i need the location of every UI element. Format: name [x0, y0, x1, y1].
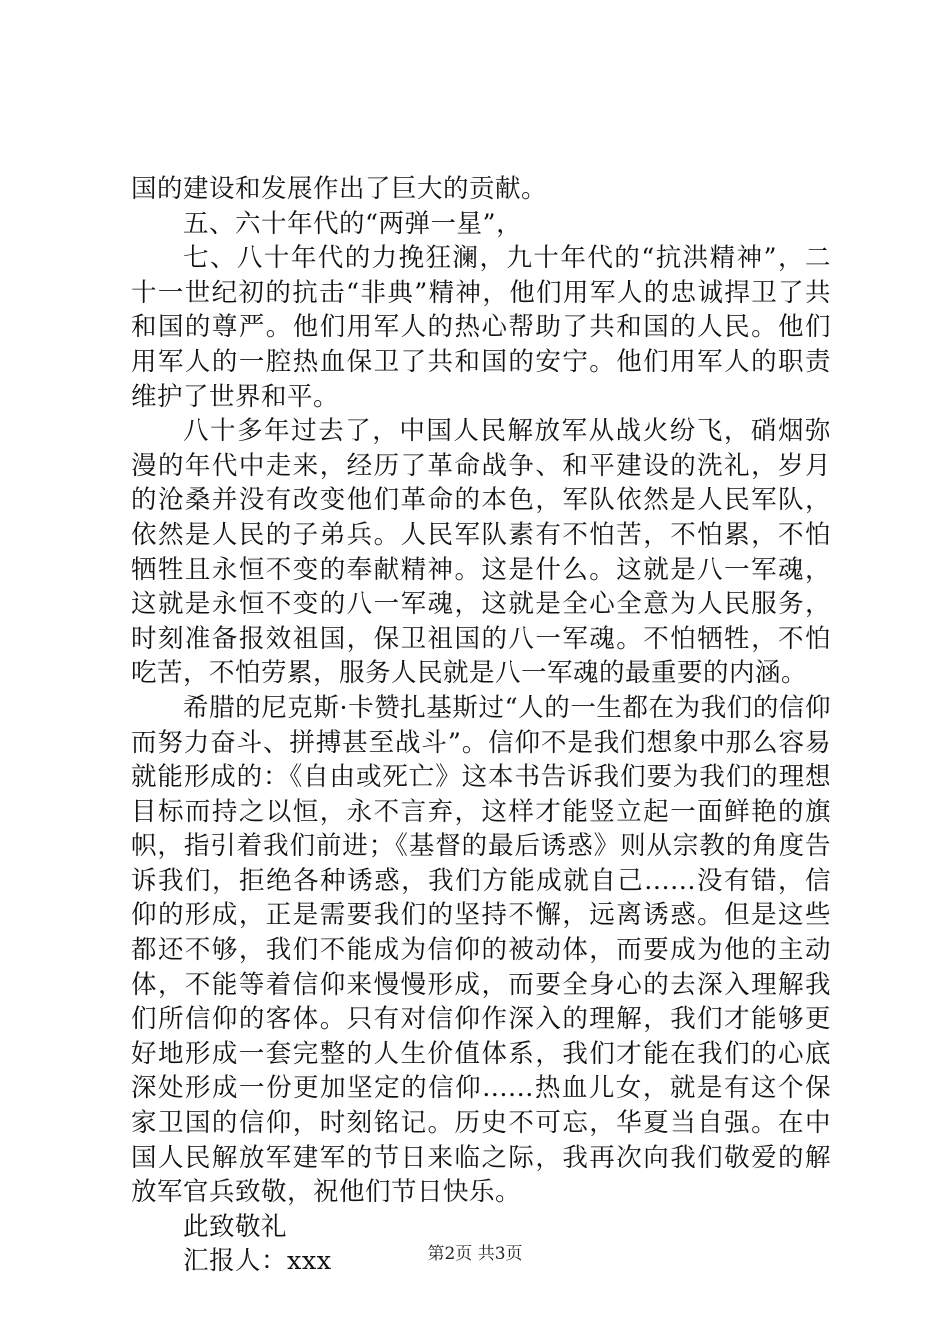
paragraph-bayi-junhun: 八十多年过去了，中国人民解放军从战火纷飞，硝烟弥漫的年代中走来，经历了革命战争、和平建设的洗礼，岁月的沧桑并没有改变他们革命的本色，军队依然是人民军队，依然是人民的子弟兵。人民军队素有不怕苦，不怕累，不怕牺牲且永恒不变的奉献精神。这是什么。这就是八一军魂，这就是永恒不变的八一军魂，这就是全心全意为人民服务，时刻准备报效祖国，保卫祖国的八一军魂。不怕牺牲，不怕吃苦，不怕劳累，服务人民就是八一军魂的最重要的内涵。 — [131, 416, 831, 689]
reporter-signature: 汇报人：xxx — [183, 1246, 332, 1277]
document-body — [131, 172, 831, 1279]
paragraph-continuation: 国的建设和发展作出了巨大的贡献。 — [131, 174, 548, 204]
paragraph-belief: 希腊的尼克斯·卡赞扎基斯过“人的一生都在为我们的信仰而努力奋斗、拼搏甚至战斗”。信仰不是我们想象中那么容易就能形成的：《自由或死亡》这本书告诉我们要为我们的理想目标而持之以恒，永不言弃，这样才能竖立起一面鲜艳的旗帜，指引着我们前进；《基督的最后诱惑》则从宗教的角度告诉我们，拒绝各种诱惑，我们方能成就自己......没有错，信仰的形成，正是需要我们的坚持不懈，远离诱惑。但是这些都还不够，我们不能成为信仰的被动体，而要成为他的主动体，不能等着信仰来慢慢形成，而要全身心的去深入理解我们所信仰的客体。只有对信仰作深入的理解，我们才能够更好地形成一套完整的人生价值体系，我们才能在我们的心底深处形成一份更加坚定的信仰......热血儿女，就是有这个保家卫国的信仰，时刻铭记。历史不可忘，华夏当自强。在中国人民解放军建军的节日来临之际，我再次向我们敬爱的解放军官兵致敬，祝他们节日快乐。 — [131, 692, 831, 1208]
page-number-footer: 第2页 共3页 — [427, 1244, 523, 1264]
closing-salutation: 此致敬礼 — [183, 1211, 288, 1242]
paragraph-liangdan-yixing: 五、六十年代的“两弹一星”， — [183, 208, 523, 239]
paragraph-soldiers-loyalty: 七、八十年代的力挽狂澜，九十年代的“抗洪精神”，二十一世纪初的抗击“非典”精神，他们用军人的忠诚捍卫了共和国的尊严。他们用军人的热心帮助了共和国的人民。他们用军人的一腔热血保卫了共和国的安宁。他们用军人的职责维护了世界和平。 — [131, 243, 831, 412]
